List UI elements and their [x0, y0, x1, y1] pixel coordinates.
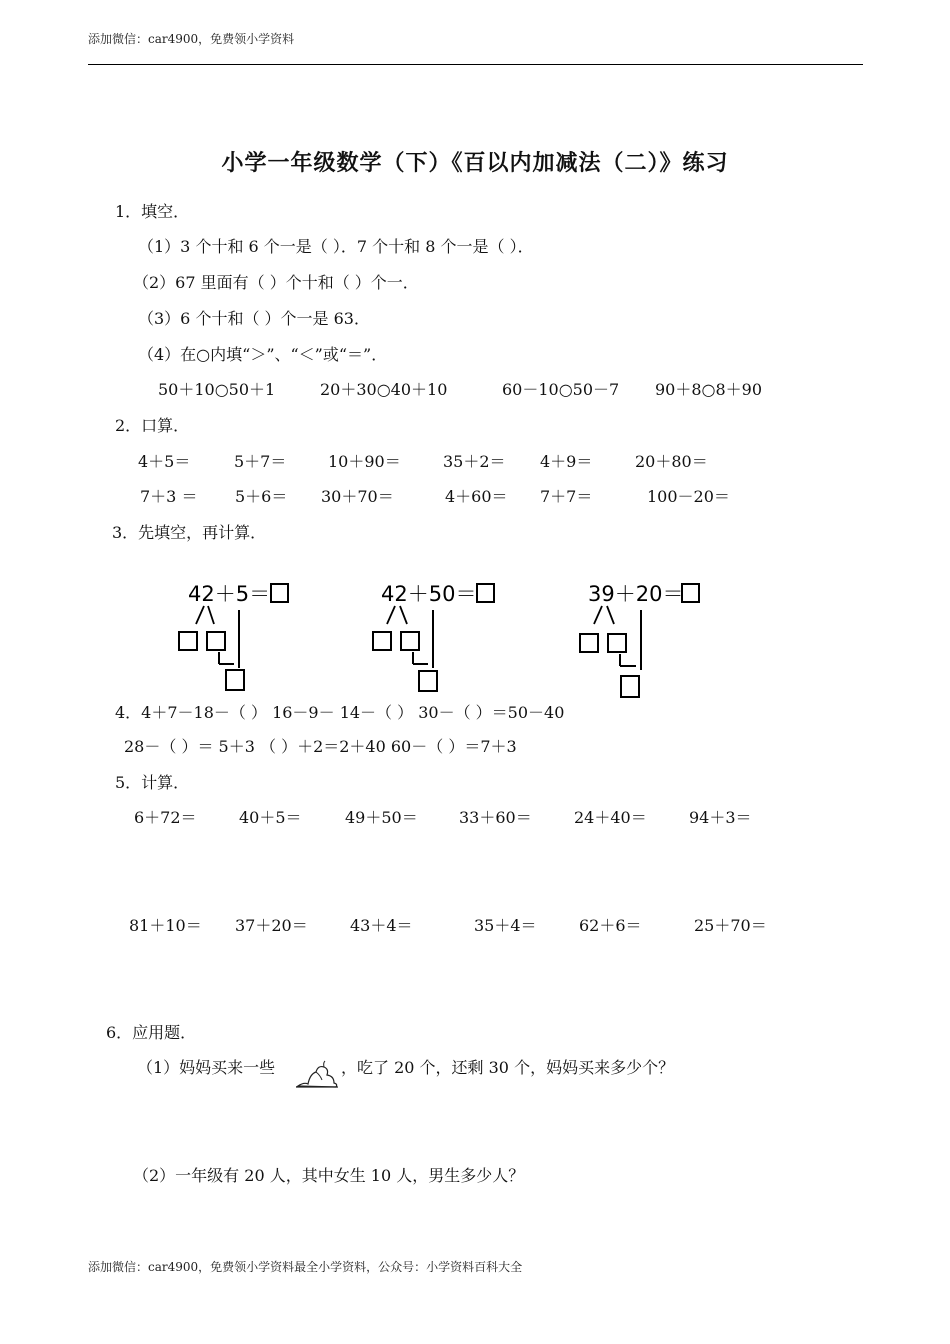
diagram-equation: 39＋20＝ — [588, 582, 684, 606]
fruit-pile-icon — [294, 1060, 340, 1094]
calc-item: 35＋4＝ — [474, 916, 537, 935]
diagram-equation: 42＋50＝ — [381, 582, 477, 606]
q3-label: 3．先填空，再计算． — [112, 523, 267, 542]
tens-box — [179, 632, 197, 650]
oral-calc-item: 7＋7＝ — [540, 487, 593, 506]
diagram-equation: 42＋5＝ — [188, 582, 271, 606]
tens-box — [580, 634, 598, 652]
page-header: 添加微信：car4900，免费领小学资料 — [88, 32, 295, 46]
result-box — [419, 671, 437, 691]
calc-item: 37＋20＝ — [235, 916, 308, 935]
split-diagram-1 — [170, 572, 305, 697]
oral-calc-item: 7＋3 ＝ — [140, 487, 198, 506]
calc-item: 6＋72＝ — [134, 808, 197, 827]
calc-item: 81＋10＝ — [129, 916, 202, 935]
oral-calc-item: 4＋5＝ — [138, 452, 191, 471]
q1-sub4: （4）在○内填“＞”、“＜”或“＝”． — [138, 345, 388, 364]
calc-item: 25＋70＝ — [694, 916, 767, 935]
result-box — [621, 676, 639, 697]
page-title: 小学一年级数学（下）《百以内加减法（二）》练习 — [221, 150, 729, 176]
calc-item: 40＋5＝ — [239, 808, 302, 827]
answer-box — [477, 584, 494, 602]
compare-item: 60－10○50－7 — [502, 380, 620, 399]
calc-item: 94＋3＝ — [689, 808, 752, 827]
q4-line1 — [115, 700, 565, 722]
compare-item: 90＋8○8＋90 — [655, 380, 763, 399]
oral-calc-item: 20＋80＝ — [635, 452, 708, 471]
oral-calc-item: 10＋90＝ — [328, 452, 401, 471]
page-footer: 添加微信：car4900，免费领小学资料最全小学资料，公众号：小学资料百科大全 — [88, 1260, 523, 1274]
calc-item: 49＋50＝ — [345, 808, 418, 827]
oral-calc-item: 4＋60＝ — [445, 487, 508, 506]
oral-calc-item: 100－20＝ — [647, 487, 730, 506]
calc-item: 24＋40＝ — [574, 808, 647, 827]
oral-calc-item: 5＋7＝ — [234, 452, 287, 471]
tens-box — [373, 632, 391, 650]
oral-calc-item: 4＋9＝ — [540, 452, 593, 471]
q6-label: 6．应用题． — [106, 1023, 197, 1042]
q6-problem2: （2）一年级有 20 人，其中女生 10 人，男生多少人？ — [133, 1166, 525, 1185]
oral-calc-item: 5＋6＝ — [235, 487, 288, 506]
calc-item: 43＋4＝ — [350, 916, 413, 935]
q1-label: 1．填空． — [115, 202, 190, 221]
ones-box — [401, 632, 419, 650]
ones-box — [207, 632, 225, 650]
q4-line2: 28－（ ）＝ 5＋3 （ ）＋2＝2＋40 60－（ ）＝7＋3 — [124, 737, 517, 756]
q6-problem1-after: ，吃了 20 个，还剩 30 个，妈妈买来多少个？ — [341, 1058, 675, 1077]
q4-line1-text: 4．4＋7－18－（ ） 16－9－ 14－（ ） 30－（ ）＝50－40 — [115, 703, 565, 722]
q1-sub2: （2）67 里面有（ ）个十和（ ）个一． — [133, 273, 419, 292]
oral-calc-item: 35＋2＝ — [443, 452, 506, 471]
result-box — [226, 670, 244, 690]
q2-label: 2．口算． — [115, 416, 190, 435]
compare-item: 50＋10○50＋1 — [158, 380, 276, 399]
header-divider — [88, 64, 863, 65]
oral-calc-item: 30＋70＝ — [321, 487, 394, 506]
compare-item: 20＋30○40＋10 — [320, 380, 448, 399]
calc-item: 62＋6＝ — [579, 916, 642, 935]
split-diagram-2 — [365, 572, 510, 697]
calc-item: 33＋60＝ — [459, 808, 532, 827]
answer-box — [271, 584, 288, 602]
q5-label: 5．计算． — [115, 773, 190, 792]
split-diagram-3 — [570, 572, 715, 702]
answer-box — [682, 584, 699, 602]
q6-problem1-before: （1）妈妈买来一些 — [137, 1058, 276, 1077]
q1-sub1: （1）3 个十和 6 个一是（ ）．7 个十和 8 个一是（ ）． — [138, 237, 534, 256]
ones-box — [608, 634, 626, 652]
q1-sub3: （3）6 个十和（ ）个一是 63． — [138, 309, 370, 328]
